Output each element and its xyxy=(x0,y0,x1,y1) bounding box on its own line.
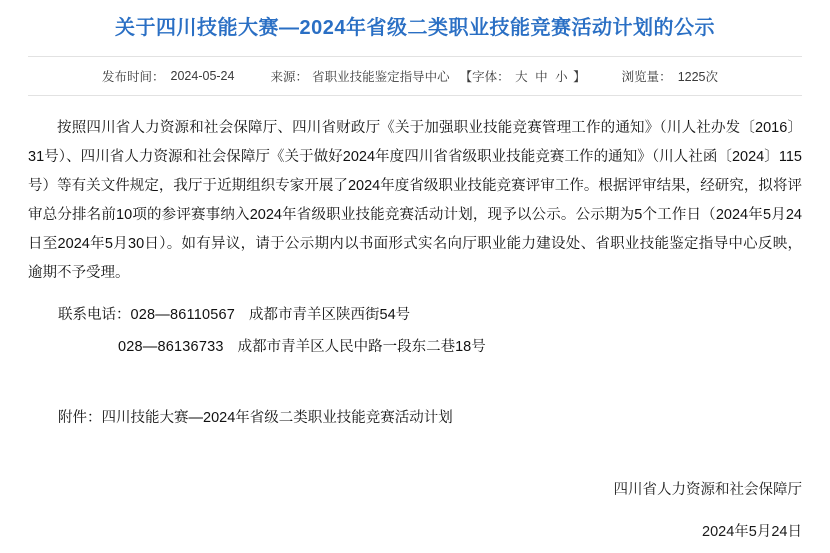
publish-info xyxy=(32,67,234,85)
font-size-label: 【字体： xyxy=(459,70,510,84)
views-value: 1225次 xyxy=(677,70,718,84)
source-info xyxy=(271,67,586,85)
contact-block xyxy=(28,300,802,364)
contact-address: 成都市青羊区人民中路一段东二巷18号 xyxy=(237,338,486,355)
contact-label: 联系电话： xyxy=(58,307,131,323)
publish-time-label: 发布时间： xyxy=(102,70,165,84)
contact-phone: 028—86136733 xyxy=(118,338,224,355)
document-body xyxy=(28,96,802,433)
signature-organization: 四川省人力资源和社会保障厅 xyxy=(613,482,802,499)
font-size-label-end: 】 xyxy=(573,70,586,84)
font-size-large-link[interactable]: 大 xyxy=(515,70,528,84)
views-info xyxy=(622,67,798,85)
source-label: 来源： xyxy=(270,70,309,84)
contact-phone: 028—86110567 xyxy=(130,307,236,323)
source-value: 省职业技能鉴定指导中心 xyxy=(312,70,450,84)
font-size-medium-link[interactable]: 中 xyxy=(535,70,548,84)
views-label: 浏览量： xyxy=(621,70,672,84)
contact-address: 成都市青羊区陕西街54号 xyxy=(249,307,411,323)
font-size-group xyxy=(460,67,586,85)
publish-time-value: 2024-05-24 xyxy=(170,69,235,83)
contact-line xyxy=(58,300,802,332)
body-paragraph: 按照四川省人力资源和社会保障厅、四川省财政厅《关于加强职业技能竞赛管理工作的通知》（川人社办发〔2016〕31号）、四川省人力资源和社会保障厅《关于做好2024年度四川省省级职业技能竞赛工作的通知》（川人社函〔2024〕115号）等有关文件规定，我厅于近期组织专家开展了2024年度省级职业技能竞赛评审工作。根据评审结果，经研究，拟将评审总分排名前10项的参评赛事纳入2024年省级职业技能竞赛活动计划，现予以公示。公示期为5个工作日（2024年5月24日至2024年5月30日）。如有异议，请于公示期内以书面形式实名向厅职业能力建设处、省职业技能鉴定指导中心反映，逾期不予受理。 xyxy=(28,120,802,281)
contact-line xyxy=(58,332,802,364)
page-title: 关于四川技能大赛—2024年省级二类职业技能竞赛活动计划的公示 xyxy=(115,17,715,39)
attachment-line[interactable]: 附件：四川技能大赛—2024年省级二类职业技能竞赛活动计划 xyxy=(58,409,453,426)
font-size-small-link[interactable]: 小 xyxy=(555,70,568,84)
document-meta-bar xyxy=(28,56,802,96)
signature-date: 2024年5月24日 xyxy=(702,524,802,540)
